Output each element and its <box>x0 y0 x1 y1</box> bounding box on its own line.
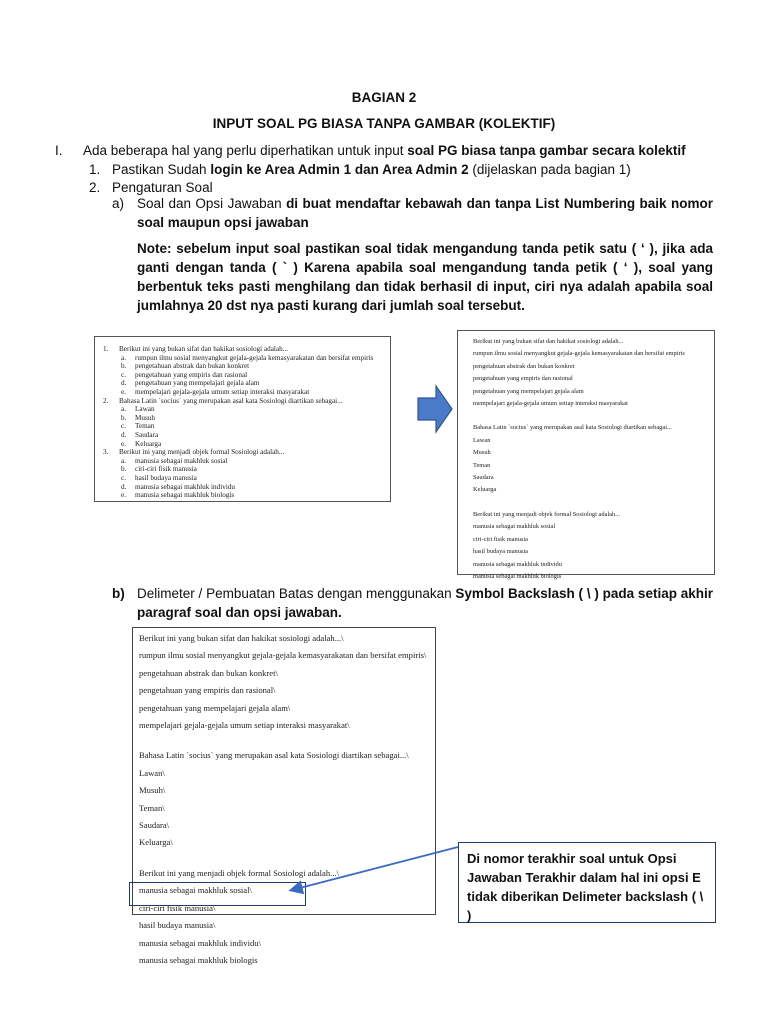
plain-option: manusia sebagai makhluk sosial <box>473 523 556 531</box>
option-letter: b. <box>121 413 127 422</box>
option-text: pengetahuan yang mempelajari gejala alam <box>135 379 260 388</box>
section-heading: BAGIAN 2 <box>351 90 417 105</box>
question-text: Berikut ini yang menjadi objek formal Sosiologi adalah... <box>119 448 285 457</box>
item-intro-bold: soal PG biasa tanpa gambar secara kolektif <box>407 143 686 158</box>
option-text: ciri-ciri fisik manusia <box>135 465 197 474</box>
plain-option: Lawan <box>473 436 491 444</box>
option-text: Keluarga <box>135 439 162 448</box>
sub-b-plain: Delimeter / Pembuatan Batas dengan menggunakan <box>137 586 456 601</box>
backslash-line: rumpun ilmu sosial menyangkut gejala-gejala kemasyarakatan dan bersifat empiris\ <box>139 650 427 661</box>
option-letter: b. <box>121 362 127 371</box>
callout-box: Di nomor terakhir soal untuk Opsi Jawaban Terakhir dalam hal ini opsi E tidak diberikan Delimeter backslash ( \ ) <box>458 842 716 923</box>
plain-question: Berikut ini yang menjadi objek formal Sosiologi adalah... <box>473 510 620 518</box>
pointer-line <box>292 847 458 890</box>
question-number: 1. <box>103 345 109 353</box>
backslash-line: Bahasa Latin `socius` yang merupakan asal kata Sosiologi diartikan sebagai...\ <box>139 750 409 761</box>
item-intro-plain: Ada beberapa hal yang perlu diperhatikan untuk input <box>83 143 408 158</box>
plain-option: pengetahuan yang mempelajari gejala alam <box>473 387 584 395</box>
option-text: pengetahuan abstrak dan bukan konkret <box>135 362 250 371</box>
plain-option: Musuh <box>473 449 491 457</box>
backslash-line: pengetahuan yang empiris dan rasional\ <box>139 685 276 696</box>
page-title: INPUT SOAL PG BIASA TANPA GAMBAR (KOLEKTIF) <box>212 116 556 131</box>
option-letter: e. <box>121 439 126 448</box>
option-letter: b. <box>121 465 127 474</box>
option-letter: e. <box>121 491 126 500</box>
sub-a-bold: di buat mendaftar kebawah dan tanpa List Numbering baik nomor soal maupun opsi jawaban <box>137 196 713 230</box>
option-text: Teman <box>135 422 155 431</box>
option-text: Lawan <box>135 405 155 414</box>
sub-b-marker: b) <box>112 586 125 601</box>
backslash-line: hasil budaya manusia\ <box>139 920 216 931</box>
option-text: hasil budaya manusia <box>135 473 197 482</box>
backslash-line: Berikut ini yang menjadi objek formal Sosiologi adalah...\ <box>139 867 340 878</box>
option-letter: e. <box>121 387 126 396</box>
backslash-line: Lawan\ <box>139 767 165 778</box>
step-1-tail: (dijelaskan pada bagian 1) <box>468 162 631 177</box>
option-text: rumpun ilmu sosial menyangkut gejala-gejala kemasyarakatan dan bersifat empiris <box>135 353 374 362</box>
plain-question: Bahasa Latin `socius` yang merupakan asal kata Sosiologi diartikan sebagai... <box>473 424 672 432</box>
option-text: mempelajari gejala-gejala umum setiap interaksi masyarakat <box>135 387 310 396</box>
step-1-plain: Pastikan Sudah <box>112 162 211 177</box>
backslash-line: manusia sebagai makhluk individu\ <box>139 937 261 948</box>
step-2-marker: 2. <box>89 180 101 195</box>
question-text: Berikut ini yang bukan sifat dan hakikat sosiologi adalah... <box>119 345 289 353</box>
option-letter: a. <box>121 456 126 465</box>
backslash-line: ciri-ciri fisik manusia\ <box>139 902 216 913</box>
option-letter: d. <box>121 430 127 439</box>
option-letter: a. <box>121 353 126 362</box>
option-text: manusia sebagai makhluk individu <box>135 482 236 491</box>
question-number: 3. <box>103 448 109 457</box>
option-letter: c. <box>121 473 126 482</box>
option-text: Musuh <box>135 413 155 422</box>
plain-option: rumpun ilmu sosial menyangkut gejala-gejala kemasyarakatan dan bersifat empiris <box>473 350 685 358</box>
sub-a-marker: a) <box>112 196 125 211</box>
plain-option: Teman <box>473 461 491 469</box>
sub-a-plain: Soal dan Opsi Jawaban <box>137 196 287 211</box>
backslash-line: pengetahuan abstrak dan bukan konkret\ <box>139 667 278 678</box>
option-text: manusia sebagai makhluk sosial <box>135 456 228 465</box>
step-1-bold: login ke Area Admin 1 dan Area Admin 2 <box>210 162 469 177</box>
plain-option: hasil budaya manusia <box>473 548 529 556</box>
plain-option: pengetahuan abstrak dan bukan konkret <box>473 362 575 370</box>
backslash-line: manusia sebagai makhluk biologis <box>139 954 258 965</box>
backslash-line: Keluarga\ <box>139 837 173 848</box>
backslash-line: manusia sebagai makhluk sosial\ <box>139 885 252 896</box>
note-paragraph: Note: sebelum input soal pastikan soal tidak mengandung tanda petik satu ( ‘ ), jika ada ganti dengan tanda ( ` ) Karena apabila soal mengandung tanda petik ( ‘ ), soal yang berbentuk teks pasti menghilang dan tidak berhasil di input, ciri nya adalah apabila soal jumlahnya 20 dst nya pasti kurang dari jumlah soal tersebut. <box>137 241 713 313</box>
option-text: Saudara <box>135 430 159 439</box>
option-letter: c. <box>121 422 126 431</box>
backslash-line: Teman\ <box>139 802 165 813</box>
option-text: manusia sebagai makhluk biologis <box>135 491 235 500</box>
option-letter: c. <box>121 370 126 379</box>
plain-option: Keluarga <box>473 486 497 494</box>
backslash-line: pengetahuan yang mempelajari gejala alam\ <box>139 702 291 713</box>
backslash-line: mempelajari gejala-gejala umum setiap interaksi masyarakat\ <box>139 720 350 731</box>
backslash-line: Berikut ini yang bukan sifat dan hakikat sosiologi adalah...\ <box>139 633 344 643</box>
plain-option: ciri-ciri fisik manusia <box>473 535 529 543</box>
plain-option: pengetahuan yang empiris dan rasional <box>473 375 573 383</box>
backslash-line: Saudara\ <box>139 820 170 831</box>
sub-b-bold: Symbol Backslash ( \ ) pada setiap akhir paragraf soal dan opsi jawaban. <box>137 586 714 620</box>
option-text: pengetahuan yang empiris dan rasional <box>135 370 248 379</box>
backslash-line: Musuh\ <box>139 785 166 796</box>
option-letter: d. <box>121 482 127 491</box>
question-text: Bahasa Latin `socius` yang merupakan asal kata Sosiologi diartikan sebagai... <box>119 396 343 405</box>
plain-option: manusia sebagai makhluk biologis <box>473 572 562 580</box>
question-number: 2. <box>103 396 109 405</box>
plain-option: Saudara <box>473 474 494 482</box>
step-2-text: Pengaturan Soal <box>112 180 213 195</box>
plain-option: manusia sebagai makhluk individu <box>473 560 562 568</box>
plain-option: mempelajari gejala-gejala umum setiap interaksi masyarakat <box>473 400 628 408</box>
item-marker: I. <box>55 143 63 158</box>
plain-question: Berikut ini yang bukan sifat dan hakikat sosiologi adalah... <box>473 338 624 345</box>
step-1-marker: 1. <box>89 162 101 177</box>
option-letter: d. <box>121 379 127 388</box>
option-letter: a. <box>121 405 126 414</box>
